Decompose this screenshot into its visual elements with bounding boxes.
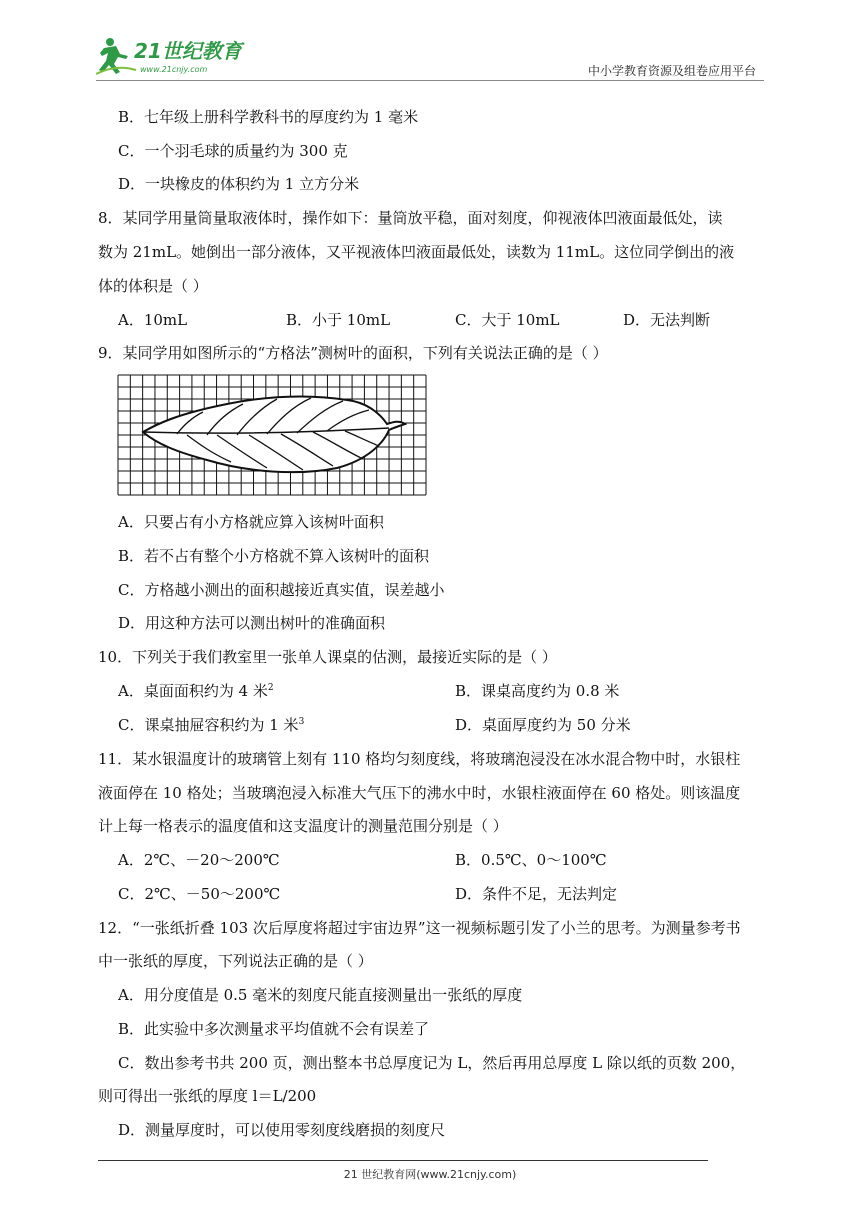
q11-option-d: D．条件不足，无法判定	[455, 885, 618, 903]
q11-option-b: B．0.5℃、0～100℃	[455, 851, 607, 869]
q8-stem-line2: 数为 21mL。她倒出一部分液体，又平视液体凹液面最低处，读数为 11mL。这位同学倒出的液	[98, 243, 735, 261]
q11-option-c: C．2℃、－50～200℃	[118, 885, 281, 903]
q10-option-a-sup: 2	[267, 683, 274, 693]
q10-option-a	[118, 681, 274, 701]
svg-text:21世纪教育: 21世纪教育	[134, 39, 242, 63]
q10-option-c-text: C．课桌抽屉容积约为 1 米	[118, 716, 299, 734]
q8-option-b: B．小于 10mL	[286, 311, 391, 329]
q12-stem-line1: 12．“一张纸折叠 103 次后厚度将超过宇宙边界”这一视频标题引发了小兰的思考。为测量参考书	[98, 919, 741, 937]
q11-stem-line2: 液面停在 10 格处；当玻璃泡浸入标准大气压下的沸水中时，水银柱液面停在 60 格处。则该温度	[98, 784, 741, 802]
q11-option-a: A．2℃、－20～200℃	[118, 851, 280, 869]
q12-option-c-line1: C．数出参考书共 200 页，测出整本书总厚度记为 L，然后再用总厚度 L 除以纸的页数 200，	[118, 1054, 746, 1072]
q9-option-d: D．用这种方法可以测出树叶的准确面积	[118, 614, 386, 632]
footer-divider	[98, 1160, 708, 1161]
q10-stem: 10．下列关于我们教室里一张单人课桌的估测，最接近实际的是（ ）	[98, 648, 557, 666]
q11-stem-line3: 计上每一格表示的温度值和这支温度计的测量范围分别是（ ）	[98, 817, 508, 835]
q10-option-c-sup: 3	[298, 717, 305, 727]
q9-stem: 9．某同学用如图所示的“方格法”测树叶的面积，下列有关说法正确的是（ ）	[98, 344, 608, 362]
q8-stem-line3: 体的体积是（ ）	[98, 277, 208, 295]
q10-option-c	[118, 715, 304, 735]
site-logo	[96, 34, 256, 80]
q8-option-c: C．大于 10mL	[455, 311, 560, 329]
q8-option-d: D．无法判断	[623, 311, 711, 329]
q10-option-b: B．课桌高度约为 0.8 米	[455, 682, 620, 700]
q7-option-b: B．七年级上册科学教科书的厚度约为 1 毫米	[118, 108, 419, 126]
q9-option-a: A．只要占有小方格就应算入该树叶面积	[118, 513, 384, 531]
q10-option-d: D．桌面厚度约为 50 分米	[455, 716, 631, 734]
q11-stem-line1: 11．某水银温度计的玻璃管上刻有 110 格均匀刻度线，将玻璃泡浸没在冰水混合物中时，水银柱	[98, 750, 741, 768]
leaf-on-grid-image	[117, 374, 427, 496]
q12-option-c-line2: 则可得出一张纸的厚度 l＝L/200	[98, 1087, 317, 1105]
q12-option-b: B．此实验中多次测量求平均值就不会有误差了	[118, 1020, 430, 1038]
q10-option-a-text: A．桌面面积约为 4 米	[118, 682, 268, 700]
q8-stem-line1: 8．某同学用量筒量取液体时，操作如下：量筒放平稳，面对刻度，仰视液体凹液面最低处，读	[98, 209, 723, 227]
q12-option-d: D．测量厚度时，可以使用零刻度线磨损的刻度尺	[118, 1121, 446, 1139]
svg-text:www.21cnjy.com: www.21cnjy.com	[140, 65, 208, 74]
q9-option-c: C．方格越小测出的面积越接近真实值，误差越小	[118, 581, 445, 599]
q9-option-b: B．若不占有整个小方格就不算入该树叶的面积	[118, 547, 430, 565]
header-platform-text: 中小学教育资源及组卷应用平台	[587, 64, 756, 78]
q8-option-a: A．10mL	[118, 311, 188, 329]
leaf-outline	[143, 397, 405, 473]
q7-option-d: D．一块橡皮的体积约为 1 立方分米	[118, 175, 360, 193]
leaf-grid-figure	[117, 374, 427, 496]
q12-stem-line2: 中一张纸的厚度，下列说法正确的是（ ）	[98, 952, 373, 970]
q7-option-c: C．一个羽毛球的质量约为 300 克	[118, 142, 348, 160]
runner-logo-icon	[96, 34, 256, 80]
header-divider	[96, 80, 764, 81]
footer-text: 21 世纪教育网(www.21cnjy.com)	[343, 1168, 517, 1181]
q12-option-a: A．用分度值是 0.5 毫米的刻度尺能直接测量出一张纸的厚度	[118, 986, 523, 1004]
